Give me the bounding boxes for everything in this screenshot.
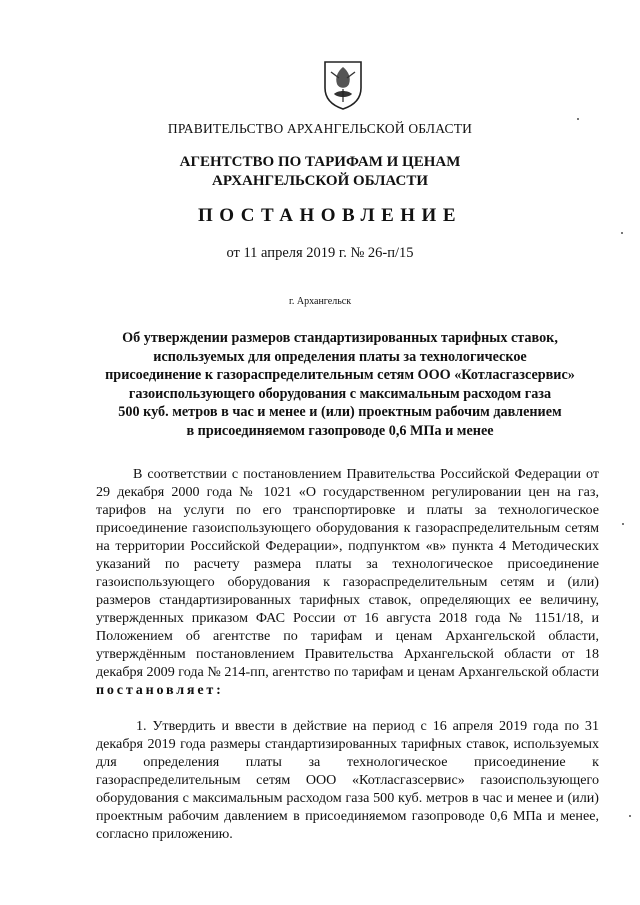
title-line: 500 куб. метров в час и менее и (или) проектным рабочим давлением — [118, 404, 562, 420]
preamble-text: В соответствии с постановлением Правительства Российской Федерации от 29 декабря 2000 года № 1021 «О государственном регулировании цен на газ, тарифов на услуги по его транспортировке и платы за технологическое присоединение газоиспользующего оборудования к газораспределительным сетям на территории Российской Федерации», подпунктом «в» пункта 4 Методических указаний по расчету размера платы за технологическое присоединение газоиспользующего оборудования к газораспределительным сетям и (или) размеров стандартизированных тарифных ставок, определяющих ее величину, утвержденных приказом ФАС России от 16 августа 2018 года № 1151/18, и Положением об агентстве по тарифам и ценам Архангельской области, утверждённым постановлением Правительства Архангельской области от 18 декабря 2009 года № 214-пп, агентство по тарифам и ценам Архангельской области — [96, 466, 599, 680]
government-name: ПРАВИТЕЛЬСТВО АРХАНГЕЛЬСКОЙ ОБЛАСТИ — [167, 121, 473, 136]
coat-of-arms-emblem — [322, 58, 364, 110]
agency-name-line-2: АРХАНГЕЛЬСКОЙ ОБЛАСТИ — [212, 173, 428, 189]
title-line: Об утверждении размеров стандартизированных тарифных ставок, — [122, 330, 558, 346]
city-name: г. Архангельск — [288, 296, 352, 307]
scan-speck — [622, 523, 624, 525]
clause-1-paragraph: 1. Утвердить и ввести в действие на период с 16 апреля 2019 года по 31 декабря 2019 года размеры стандартизированных тарифных ставок, используемых для определения платы за технологическое присоединение к газораспределительным сетям ООО «Котласгазсервис» газоиспользующего оборудования с максимальным расходом газа 500 куб. метров в час и менее и (или) проектным рабочим давлением в присоединяемом газопроводе 0,6 МПа и менее, согласно приложению. — [96, 718, 599, 842]
agency-name-line-1: АГЕНТСТВО ПО ТАРИФАМ И ЦЕНАМ — [179, 154, 461, 170]
preamble-paragraph — [96, 465, 599, 699]
scan-speck — [621, 232, 623, 234]
scan-speck — [577, 118, 579, 120]
document-title — [60, 329, 620, 440]
agency-name — [0, 153, 640, 191]
title-line: используемых для определения платы за технологическое — [153, 348, 527, 365]
document-type-heading: ПОСТАНОВЛЕНИЕ — [197, 205, 463, 226]
title-line: газоиспользующего оборудования с максимальным расходом газа — [128, 385, 552, 402]
resolution-keyword: постановляет: — [96, 682, 224, 698]
date-and-number: от 11 апреля 2019 г. № 26-п/15 — [226, 245, 414, 261]
title-line: присоединение к газораспределительным сетям ООО «Котласгазсервис» — [105, 367, 575, 383]
title-line: в присоединяемом газопроводе 0,6 МПа и менее — [186, 422, 494, 439]
scan-speck — [629, 815, 631, 817]
